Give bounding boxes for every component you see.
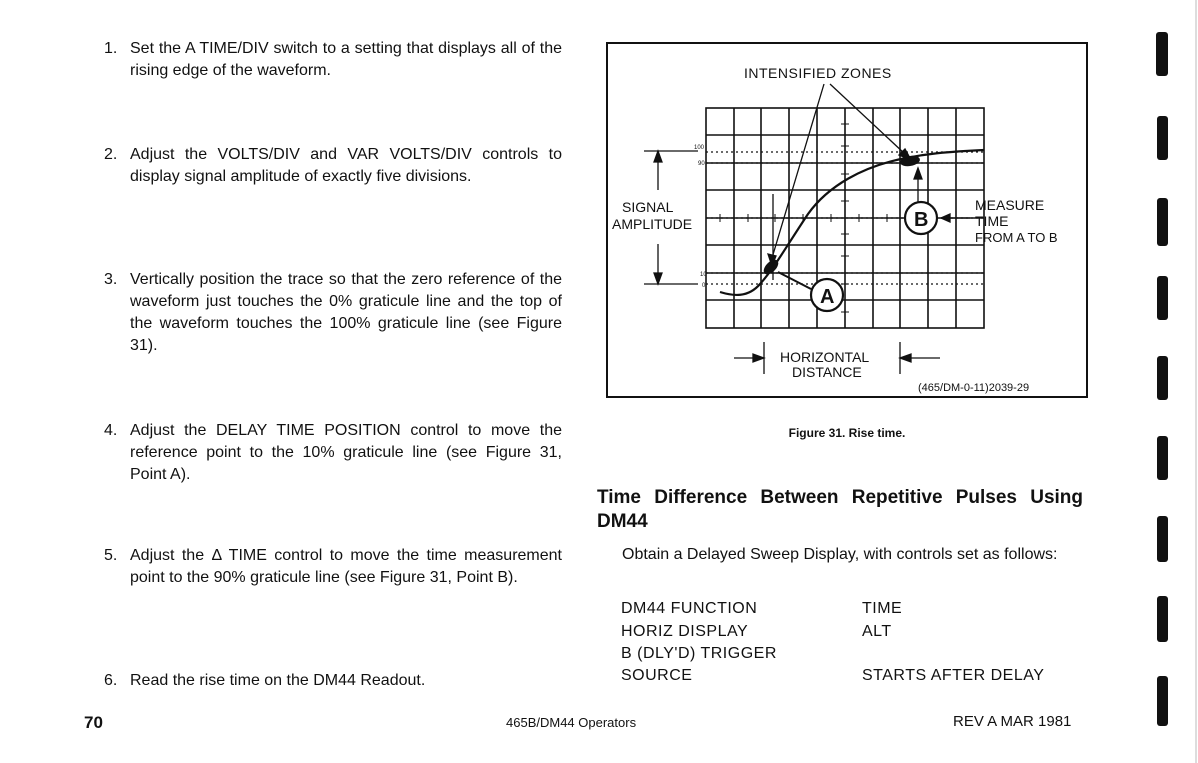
control-name: B (DLY'D) TRIGGER — [621, 645, 777, 662]
step-number: 2. — [104, 146, 118, 163]
section-heading: Time Difference Between Repetitive Pulses Using DM44 — [597, 487, 1083, 532]
step-text: Set the A TIME/DIV switch to a setting that displays all of the rising edge of the waveform. — [130, 40, 562, 79]
section-intro: Obtain a Delayed Sweep Display, with controls set as follows: — [622, 546, 1058, 563]
figure-code: (465/DM-0-11)2039-29 — [918, 382, 1030, 394]
step-text: Vertically position the trace so that the zero reference of the waveform just touches the 0% graticule line and the top of the waveform touches the 100% graticule line (see Figure 31). — [130, 271, 562, 354]
tick-10-label: 10 — [700, 272, 707, 278]
from-a-to-b-label: FROM A TO B — [975, 230, 1058, 245]
step-2 — [104, 144, 562, 188]
tick-0-label: 0 — [702, 283, 706, 289]
tick-100-label: 100 — [694, 145, 705, 151]
step-text: Adjust the DELAY TIME POSITION control to move the reference point to the 10% graticule line (see Figure 31, Point A). — [130, 422, 562, 483]
control-value: ALT — [862, 623, 892, 640]
point-a-label: A — [820, 286, 835, 308]
point-a-leader — [778, 272, 811, 289]
tick-90-label: 90 — [698, 161, 705, 167]
measure-label: MEASURE — [975, 197, 1045, 213]
point-b-label: B — [914, 209, 929, 231]
step-number: 6. — [104, 672, 118, 689]
rise-time-diagram — [608, 44, 1090, 400]
manual-title: 465B/DM44 Operators — [506, 715, 637, 730]
step-6 — [104, 670, 562, 692]
control-name: HORIZ DISPLAY — [621, 623, 749, 640]
horizontal-label: HORIZONTAL — [780, 349, 870, 365]
time-label: TIME — [975, 213, 1009, 229]
step-number: 3. — [104, 271, 118, 288]
step-5 — [104, 545, 562, 589]
control-value: STARTS AFTER DELAY — [862, 667, 1045, 684]
figure-caption: Figure 31. Rise time. — [788, 426, 906, 440]
step-number: 1. — [104, 40, 118, 57]
step-text: Read the rise time on the DM44 Readout. — [130, 672, 426, 689]
rise-time-figure — [606, 42, 1088, 398]
page-number: 70 — [84, 713, 103, 732]
step-number: 5. — [104, 547, 118, 564]
distance-label: DISTANCE — [792, 364, 862, 380]
amplitude-label: AMPLITUDE — [612, 216, 693, 232]
step-3 — [104, 269, 562, 357]
step-number: 4. — [104, 422, 118, 439]
control-name: DM44 FUNCTION — [621, 600, 758, 617]
step-text: Adjust the VOLTS/DIV and VAR VOLTS/DIV controls to display signal amplitude of exactly five divisions. — [130, 146, 562, 185]
binding-edge-marks — [1150, 0, 1198, 763]
step-1 — [104, 38, 562, 82]
step-text: Adjust the Δ TIME control to move the time measurement point to the 90% graticule line (see Figure 31, Point B). — [130, 547, 562, 586]
signal-label: SIGNAL — [622, 199, 674, 215]
revision-label: REV A MAR 1981 — [953, 713, 1072, 730]
step-4 — [104, 420, 562, 486]
control-name: SOURCE — [621, 667, 693, 684]
intensified-zones-label: INTENSIFIED ZONES — [744, 65, 892, 81]
control-value: TIME — [862, 600, 903, 617]
